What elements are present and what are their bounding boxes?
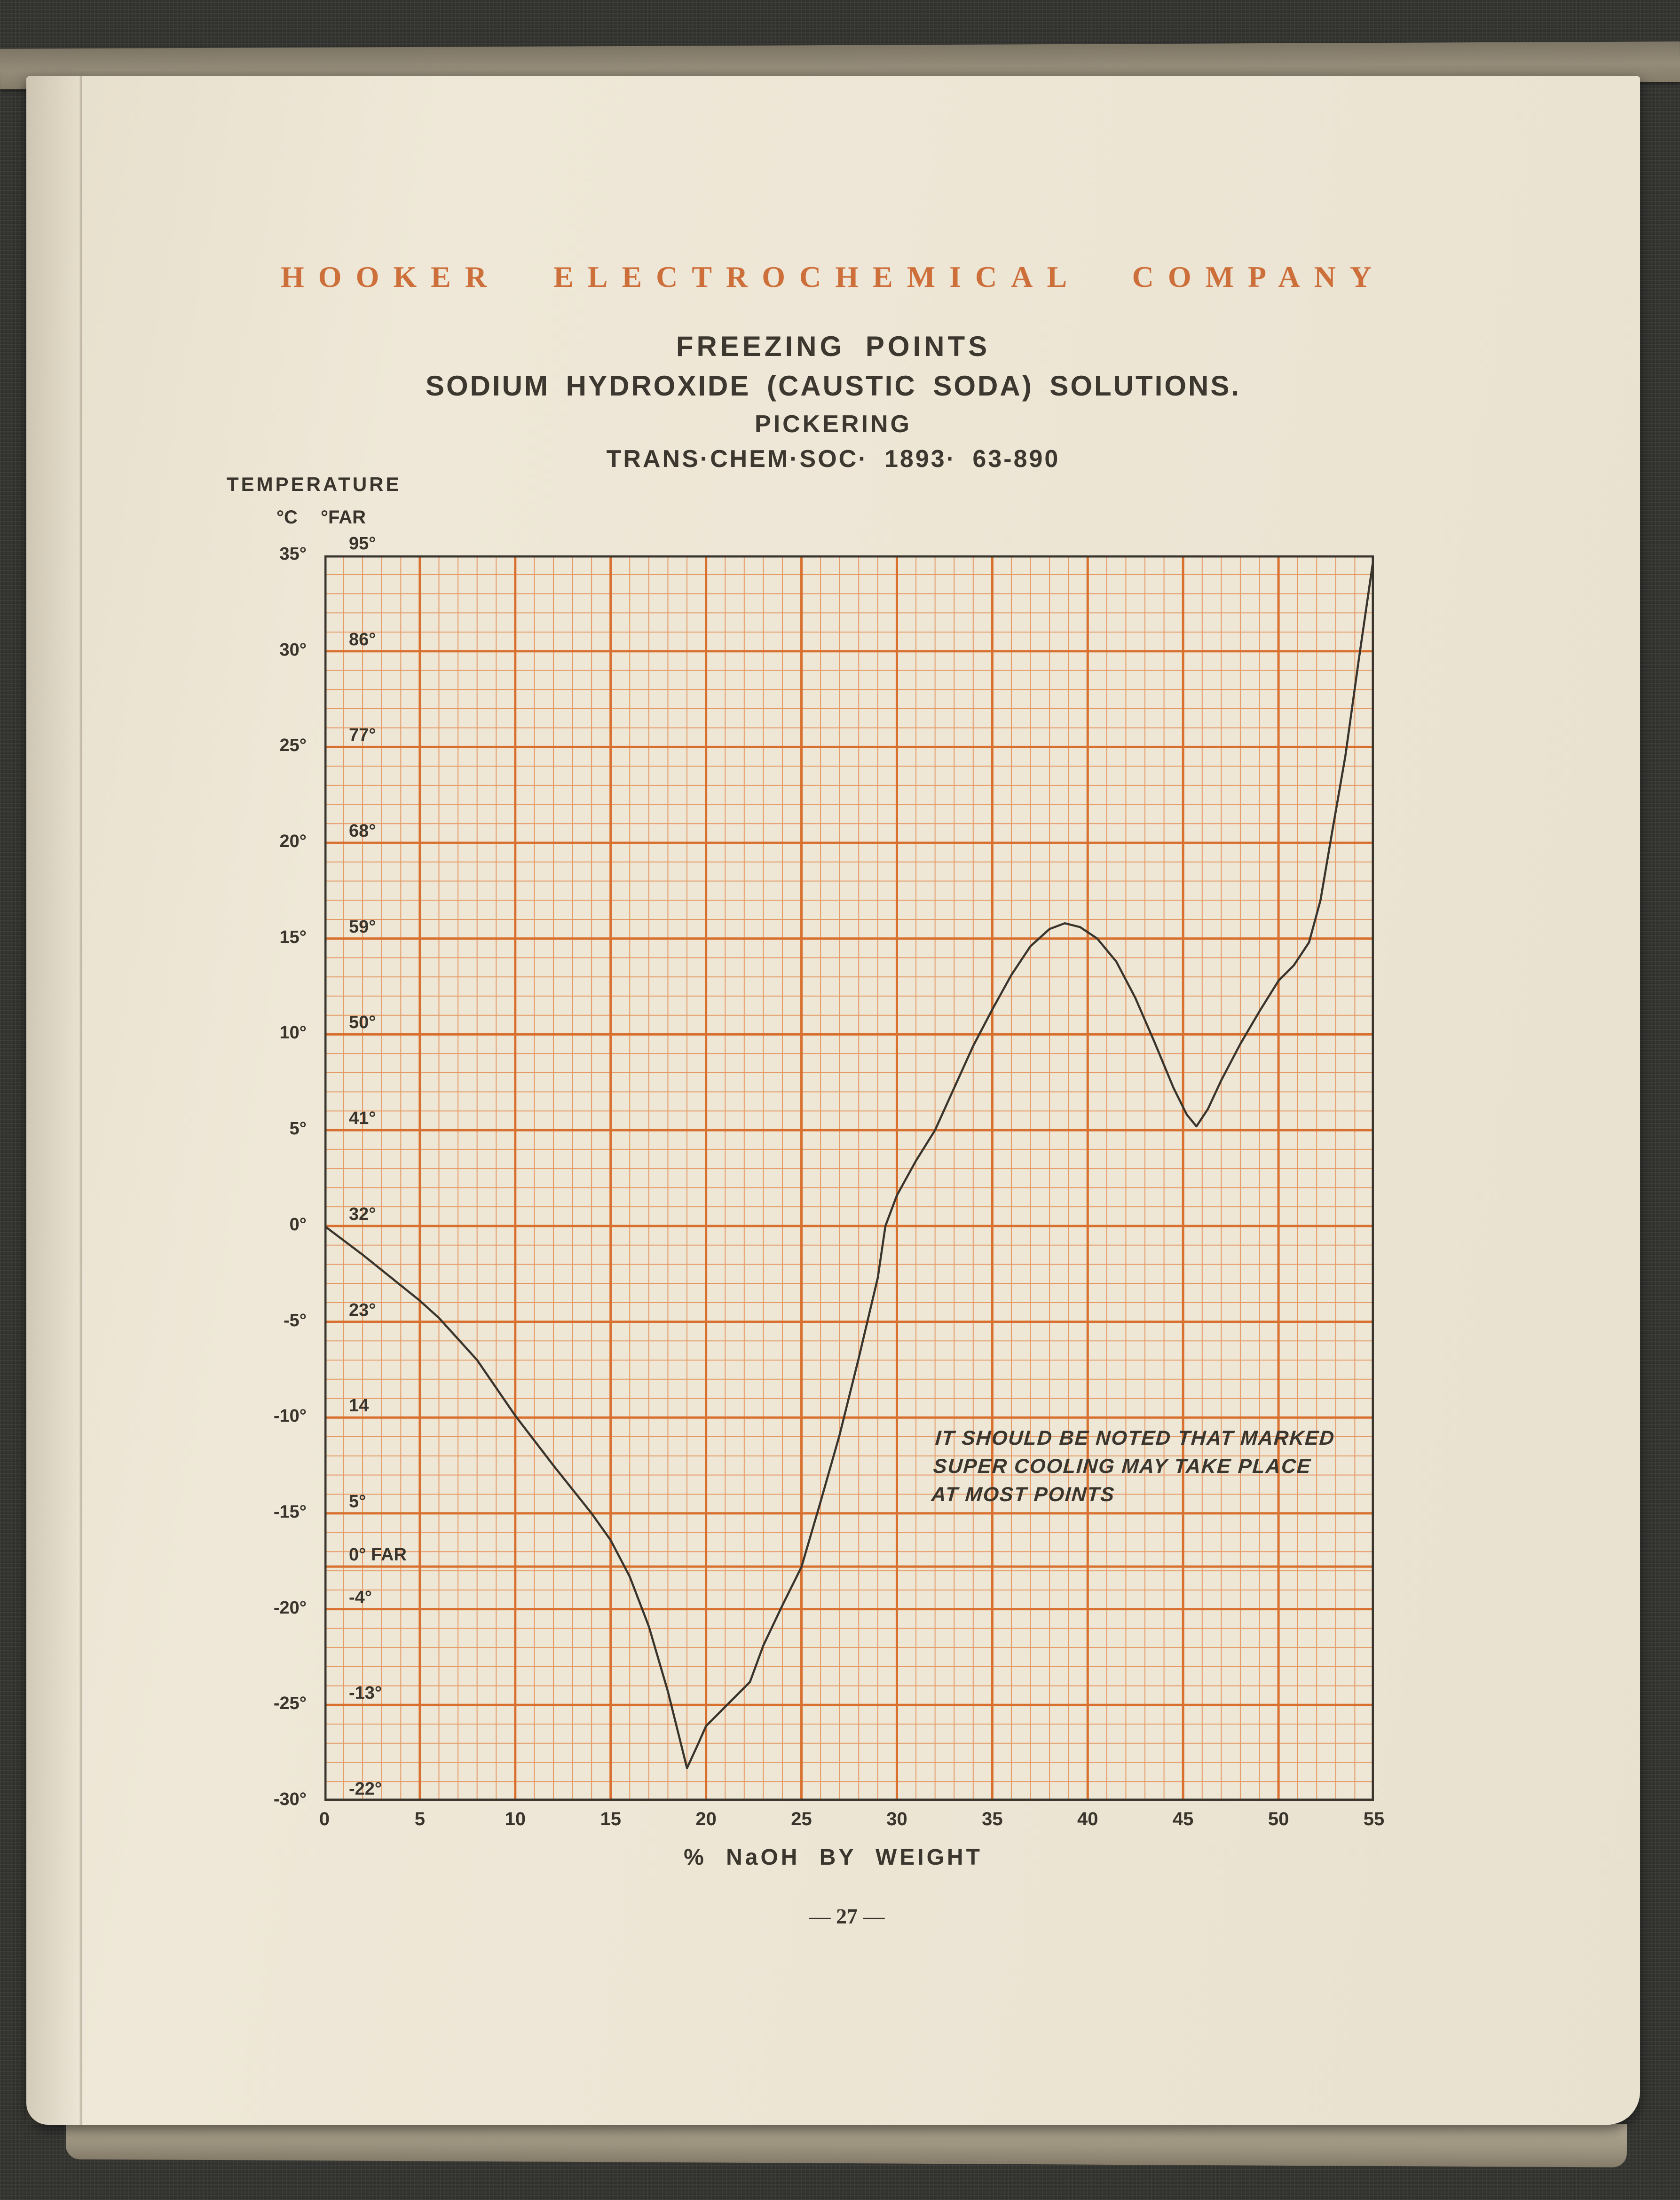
y-tick-celsius: 15°: [279, 927, 307, 947]
company-header: HOOKER ELECTROCHEMICAL COMPANY: [281, 260, 1386, 293]
chart-title-line4: TRANS·CHEM·SOC· 1893· 63-890: [606, 445, 1060, 473]
x-tick: 10: [505, 1809, 526, 1829]
y-tick-celsius: -20°: [273, 1598, 307, 1618]
y-tick-fahrenheit: 59°: [349, 917, 376, 937]
y-tick-fahrenheit: 68°: [349, 821, 376, 841]
y-tick-fahrenheit: 5°: [349, 1491, 366, 1512]
x-tick: 40: [1077, 1809, 1098, 1829]
freezing-point-chart: [324, 555, 1374, 1801]
y-tick-celsius: 30°: [279, 640, 307, 660]
x-tick: 15: [600, 1809, 621, 1829]
y-tick-fahrenheit: 41°: [349, 1108, 376, 1129]
y-tick-fahrenheit: 32°: [349, 1204, 376, 1224]
x-tick: 25: [791, 1809, 812, 1829]
y-axis-unit-celsius: °C: [276, 507, 298, 528]
y-tick-fahrenheit: 77°: [349, 725, 376, 745]
page-number: — 27 —: [809, 1904, 885, 1928]
y-axis-label: TEMPERATURE: [227, 473, 402, 495]
y-tick-celsius: 25°: [279, 736, 307, 756]
x-tick: 35: [982, 1809, 1003, 1829]
y-tick-fahrenheit: 50°: [349, 1013, 376, 1033]
y-axis-unit-fahrenheit: °FAR: [321, 507, 366, 528]
y-tick-celsius: 0°: [289, 1214, 307, 1235]
annotation-line1: IT SHOULD BE NOTED THAT MARKED: [934, 1427, 1336, 1449]
y-tick-celsius: 10°: [279, 1023, 307, 1043]
chart-title-line3: PICKERING: [755, 411, 912, 438]
annotation-line3: AT MOST POINTS: [931, 1483, 1116, 1506]
y-tick-fahrenheit: 14: [349, 1396, 369, 1416]
y-tick-celsius: -15°: [273, 1502, 307, 1522]
y-tick-fahrenheit: -13°: [349, 1683, 382, 1703]
x-axis-label: % NaOH BY WEIGHT: [684, 1845, 983, 1870]
supercooling-annotation: [931, 1424, 1336, 1509]
annotation-line2: SUPER COOLING MAY TAKE PLACE: [932, 1455, 1312, 1478]
y-tick-fahrenheit: 86°: [349, 629, 376, 649]
y-tick-fahrenheit: 23°: [349, 1300, 376, 1320]
plot-background: [324, 555, 1374, 1801]
y-tick-celsius: -30°: [273, 1789, 307, 1809]
x-tick: 0: [319, 1809, 330, 1829]
x-tick: 55: [1363, 1809, 1385, 1829]
chart-title-line2: SODIUM HYDROXIDE (CAUSTIC SODA) SOLUTIONS.: [425, 370, 1241, 402]
y-tick-fahrenheit: -4°: [349, 1587, 372, 1607]
x-tick: 50: [1268, 1809, 1289, 1829]
zero-fahrenheit-label: 0° FAR: [349, 1545, 407, 1565]
y-tick-celsius: 5°: [289, 1119, 307, 1139]
y-tick-celsius: 20°: [279, 831, 307, 852]
y-tick-fahrenheit: 95°: [349, 534, 376, 554]
chart-title-line1: FREEZING POINTS: [676, 331, 991, 362]
x-tick: 30: [886, 1809, 907, 1829]
x-tick: 45: [1172, 1809, 1194, 1829]
x-tick: 20: [695, 1809, 717, 1829]
y-tick-celsius: -25°: [273, 1694, 307, 1714]
y-tick-celsius: 35°: [279, 544, 307, 564]
y-tick-celsius: -10°: [273, 1406, 307, 1426]
x-tick: 5: [414, 1809, 426, 1829]
y-tick-fahrenheit: -22°: [349, 1779, 382, 1799]
y-tick-celsius: -5°: [284, 1310, 307, 1330]
